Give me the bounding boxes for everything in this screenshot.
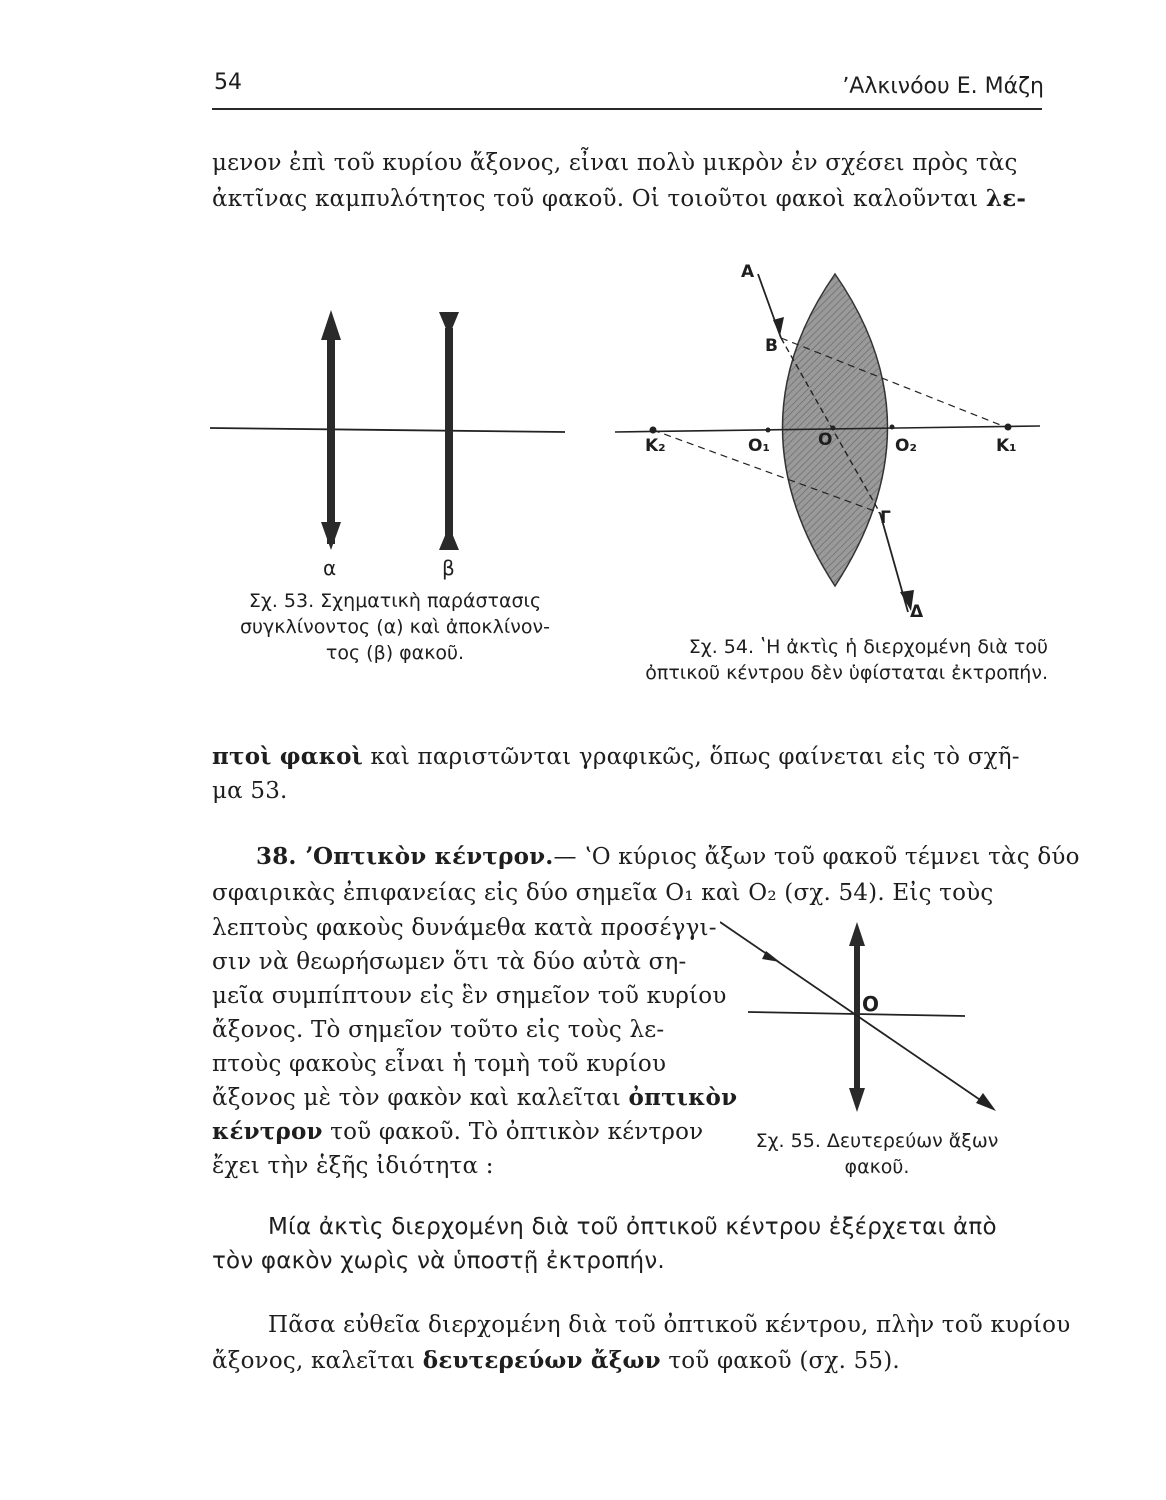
fig53-label-b: β — [442, 556, 455, 580]
fig54-label-G: Γ — [880, 508, 891, 528]
fig54-label-O2: Ο₂ — [895, 436, 917, 456]
section-38-line-4: σιν νὰ θεωρήσωμεν ὅτι τὰ δύο αὐτὰ ση- — [212, 949, 687, 975]
figure-53 — [210, 300, 580, 580]
rule-line-1: Μία ἀκτὶς διερχομένη διὰ τοῦ ὀπτικοῦ κέντρου ἐξέρχεται ἀπὸ — [268, 1214, 997, 1240]
intro-line-2: ἀκτῖνας καμπυλότητος τοῦ φακοῦ. Οἱ τοιοῦτοι φακοὶ καλοῦνται λε- — [212, 185, 1027, 212]
fig55-lens-symbol — [849, 922, 865, 1112]
fig54-label-A: Α — [741, 262, 755, 282]
page-number: 54 — [214, 70, 242, 95]
header-rule — [212, 108, 1042, 110]
fig55-label-O: Ο — [862, 992, 880, 1016]
section-38-line-5: μεῖα συμπίπτουν εἰς ἓν σημεῖον τοῦ κυρίου — [212, 983, 727, 1009]
fig55-caption: Σχ. 55. Δευτερεύων ἄξων φακοῦ. — [755, 1130, 999, 1178]
section-38-line-8: ἄξονος μὲ τὸν φακὸν καὶ καλεῖται ὀπτικὸν — [212, 1084, 738, 1111]
fig54-label-B: Β — [765, 336, 778, 356]
fig54-label-D: Δ — [910, 602, 924, 622]
section-38-line-3: λεπτοὺς φακοὺς δυνάμεθα κατὰ προσέγγι- — [212, 915, 717, 941]
rule-line-2: τὸν φακὸν χωρὶς νὰ ὑποστῇ ἐκτροπήν. — [212, 1248, 665, 1274]
after-figs-line-1: πτοὶ φακοὶ καὶ παριστῶνται γραφικῶς, ὅπως φαίνεται εἰς τὸ σχῆ- — [212, 743, 1020, 770]
section-38-line-1: 38. ʼΟπτικὸν κέντρον.— ʽΟ κύριος ἄξων τοῦ φακοῦ τέμνει τὰς δύο — [256, 843, 1080, 870]
fig54-label-K2: Κ₂ — [645, 436, 666, 456]
section-38-line-7: πτοὺς φακοὺς εἶναι ἡ τομὴ τοῦ κυρίου — [212, 1051, 667, 1077]
section-38-line-9: κέντρον τοῦ φακοῦ. Τὸ ὀπτικὸν κέντρον — [212, 1118, 704, 1145]
definition-line-2: ἄξονος, καλεῖται δευτερεύων ἄξων τοῦ φακοῦ (σχ. 55). — [212, 1347, 900, 1374]
fig54-label-O1: Ο₁ — [748, 436, 770, 456]
fig53-axis — [210, 428, 565, 432]
fig53-label-a: α — [323, 556, 337, 580]
fig54-label-O: Ο — [818, 430, 833, 450]
intro-line-1: μενον ἐπὶ τοῦ κυρίου ἄξονος, εἶναι πολὺ μικρὸν ἐν σχέσει πρὸς τὰς — [212, 150, 1018, 176]
fig53-caption: Σχ. 53. Σχηματικὴ παράστασις συγκλίνοντος (α) καὶ ἀποκλίνον- τος (β) φακοῦ. — [239, 590, 550, 664]
definition-line-1: Πᾶσα εὐθεῖα διερχομένη διὰ τοῦ ὀπτικοῦ κέντρου, πλὴν τοῦ κυρίου — [268, 1312, 1071, 1338]
section-38-heading: 38. ʼΟπτικὸν κέντρον. — [256, 843, 554, 870]
section-38-line-6: ἄξονος. Τὸ σημεῖον τοῦτο εἰς τοὺς λε- — [212, 1017, 665, 1043]
section-38-line-10: ἔχει τὴν ἑξῆς ἰδιότητα : — [212, 1153, 494, 1179]
section-38-line-2: σφαιρικὰς ἐπιφανείας εἰς δύο σημεῖα O₁ καὶ O₂ (σχ. 54). Εἰς τοὺς — [212, 880, 994, 906]
after-figs-line-2: μα 53. — [212, 778, 288, 804]
fig54-label-K1: Κ₁ — [996, 436, 1017, 456]
fig54-caption: Σχ. 54. ʽΗ ἀκτὶς ἡ διερχομένη διὰ τοῦ ὀπτικοῦ κέντρου δὲν ὑφίσταται ἐκτροπήν. — [645, 636, 1048, 684]
running-title: ʼΑλκινόου Ε. Μάζη — [842, 74, 1044, 99]
